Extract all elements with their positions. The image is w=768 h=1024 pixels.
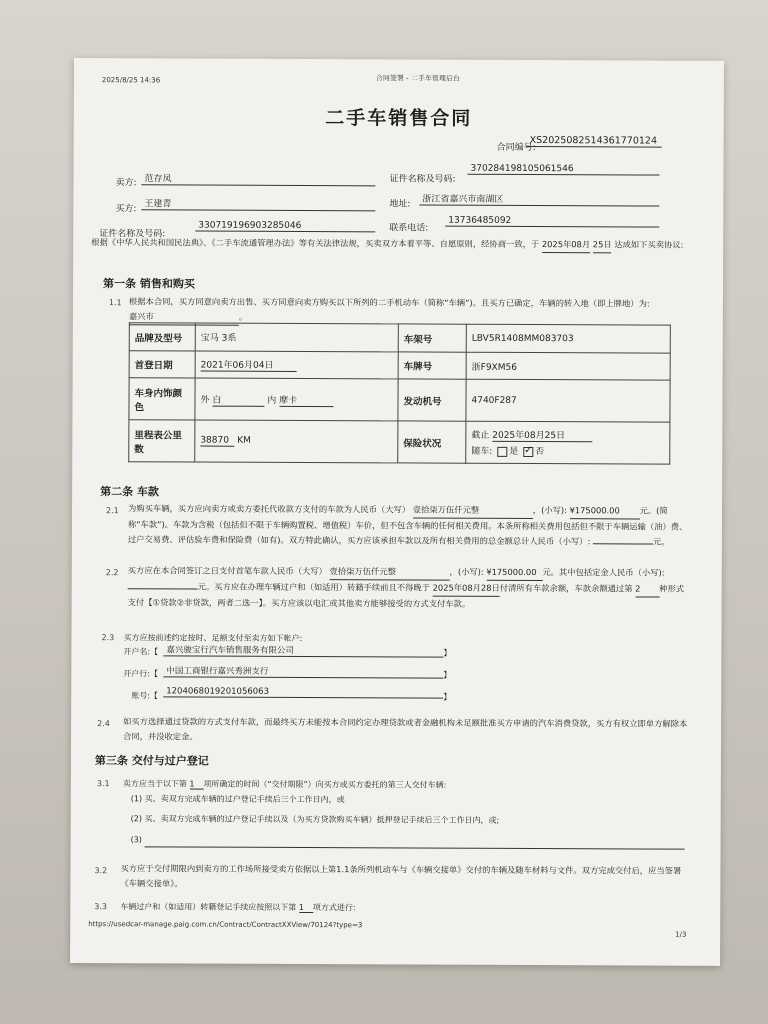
delivery-option: 1 [189,780,203,790]
article2-title: 第二条 车款 [100,485,159,499]
vin-label: 车架号 [398,324,466,352]
reg-date-value: 2021年06月04日 [201,358,297,372]
contract-no-label: 合同编号: [496,142,536,154]
clause-2-2-number: 2.2 [105,568,119,578]
agreement-date-b: 25日 [593,237,612,253]
phone-value: 13736485092 [445,216,659,228]
with-car-no-checkbox[interactable] [523,446,533,456]
vehicle-table [128,322,671,464]
clause-3-2-number: 3.2 [94,866,108,876]
clause-2-3-number: 2.3 [101,633,115,643]
seller-id-value: 370284198105061546 [467,164,659,176]
agreement-date-a: 2025年08月 [542,237,590,253]
clause-1-1-number: 1.1 [108,298,122,308]
clause-3-3-number: 3.3 [94,902,108,912]
insurance-cell: 截止 2025年08月25日 随车: 是 ✓ 否 [466,421,670,464]
transfer-city: 嘉兴市 [129,309,239,325]
phone-label: 联系电话: [389,223,429,234]
clause-3-1: 卖方应当于以下第 1 项所确定的时间（“交付期限”）向买方或买方委托的第三人交付车辆: [122,779,447,790]
delivery-option-1: (1) 买、卖双方完成车辆的过户登记手续后三个工作日内，或 [130,794,345,805]
total-price: ¥175000.00 [570,503,640,519]
print-datetime: 2025/8/25 14:36 [101,76,161,85]
deposit-blank [128,588,198,589]
bank-label: 开户行:【 [123,669,159,679]
clause-3-3: 车辆过户和（如适用）转籍登记手续应按照以下第 1 项方式进行: [120,902,356,913]
delivery-option-3: (3) [130,835,142,845]
with-car-yes-checkbox[interactable] [497,446,507,456]
account-name: 嘉兴骏宝行汽车销售服务有限公司 [163,643,443,657]
mileage-value: 38870 [200,436,234,447]
reg-date-cell [195,351,398,379]
address-value: 浙江省嘉兴市南湖区 [419,192,659,207]
insurance-label: 保险状况 [398,421,466,463]
engine-value: 4740F287 [466,379,670,422]
seller-name: 范存凤 [141,171,375,186]
delivery-option-3-blank [145,836,685,849]
contract-page: 2025/8/25 14:36 合同签署 - 二手车管理后台 二手车销售合同 合同编号: XS2025082514361770124 卖方: 范存凤 证件名称及号码: 370284198105061546 买方: 王建青 地址: 浙江省嘉兴市南湖区 证件名称及号码: 330719196903285046 联系电话: 13736485092 根据《中华人民共和国民法典》、《二手车流通管理办法》等有关法律法规，买卖双方本着平等、自愿原则，经协商一致，于 2025年08月 25日 达成如下买卖协议: 第一条 销售和购买 1.1 根据本合同，买方同意向卖方出售、买方同意向卖方购买以下所列的二手机动车（简称“车辆”)。且买方已确定，车辆的转入地（即上牌地）为: 嘉兴市 。 品牌及型号 宝马 3系 车架号 LBV5R1408MM083703 首登日期 2021年06月04日 车牌号 浙F9XM56 车身内饰颜色 外 白 内 摩卡 发动机号 4740F287 里程表公里数 38870 KM 保险状况 截止 2025年08月25日 随车: 是 ✓ 否 第二条 车款 2.1 为购买车辆，买方应向卖方或卖方委托代收款方支付的车款为人民币（大写） 壹拾柒万伍仟元整 ，(小写): ¥175000.00 元。(简称“车款”)。车款为含税（包括但不限于车辆购置税、增值税）车价，但不包含车辆的任何相关费用。本条所称相关费用包括但不限于车辆运输（油）费、过户交易费、评估验车费和保险费（如有)。双方特此确认，买方应该承担车款以及所有相关费用的总金额总计人民币（小写）: 元。 2.2 买方应在本合同签订之日支付首笔车款人民币（大写） 壹拾柒万伍仟元整 ，(小写): ¥175000.00 元。其中包括定金人民币（小写): 元。买方应在办理车辆过户和（如适用）转籍手续前且不得晚于 2025年08月28日付清所有车款余额，车款余额通过第 2 种形式支付【①贷款②非贷款，两者二选一】。买方应该以电汇或其他卖方能够接受的方式支付车款。 2.3 买方应按前述约定按时、足额支付至卖方如下帐户: 开户名:【 嘉兴骏宝行汽车销售服务有限公司 】 开户行:【 中国工商银行嘉兴秀洲支行 】 账号:【 1204068019201056063 】 2.4 如买方选择通过贷款的方式支付车款，而最终买方未能按本合同约定办理贷款或者金融机构未足额批准买方申请的汽车消费贷款，买方有权立即单方解除本合同，并没收定金。 第三条 交付与过户登记 3.1 卖方应当于以下第 1 项所确定的时间（“交付期限”）向买方或买方委托的第三人交付车辆: (1) 买、卖双方完成车辆的过户登记手续后三个工作日内，或 (2) 买、卖双方完成车辆的过户登记手续以及（为买方贷款购买车辆）抵押登记手续后三个工作日内，或; (3) 3.2 买方应于交付期限内到卖方的工作场所接受卖方依据以上第1.1条所列机动车与《车辆交接单》交付的车辆及随车材料与文件。双方完成交付后，应当签署《车辆交接单》。 3.3 车辆过户和（如适用）转籍登记手续应按照以下第 1 项方式进行: https://usedcar-manage.paig.com.cn/Contract/ContractXXView/70124?type=3 1/3 [70,58,724,966]
print-header-title: 合同签署 - 二手车管理后台 [375,74,460,83]
seller-id-label: 证件名称及号码: [389,174,456,185]
plate-value: 浙F9XM56 [466,352,670,380]
insurance-date: 2025年08月25日 [492,428,592,442]
bank-name: 中国工商银行嘉兴秀洲支行 [163,664,443,678]
transfer-option: 1 [299,903,313,913]
clause-2-3: 买方应按前述约定按时、足额支付至卖方如下帐户: [123,633,303,644]
total-fees-blank [593,543,653,544]
article1-title: 第一条 销售和购买 [102,277,195,291]
clause-3-2: 买方应于交付期限内到卖方的工作场所接受卖方依据以上第1.1条所列机动车与《车辆交接单》交付的车辆及随车材料与文件。双方完成交付后，应当签署《车辆交接单》。 [120,863,682,889]
clause-3-1-number: 3.1 [96,779,110,789]
delivery-option-2: (2) 买、卖双方完成车辆的过户登记手续以及（为买方贷款购买车辆）抵押登记手续后三个工作日内，或; [130,814,500,825]
brand-label: 品牌及型号 [129,323,195,351]
buyer-label: 买方: [115,204,137,215]
clause-2-4: 如买方选择通过贷款的方式支付车款，而最终买方未能按本合同约定办理贷款或者金融机构未足额批准买方申请的汽车消费贷款，买方有权立即单方解除本合同，并没收定金。 [123,716,688,742]
color-cell: 外 白 内 摩卡 [195,378,398,421]
clause-2-4-number: 2.4 [97,719,110,729]
clause-2-1: 为购买车辆，买方应向卖方或卖方委托代收款方支付的车款为人民币（大写） 壹拾柒万伍仟元整 ，(小写): ¥175000.00 元。(简称“车款”)。车款为含税（包括但不限于车辆购置税、增值税）车价，但不包含车辆的任何相关费用。本条所称相关费用包括但不限于车辆运输（油）费、过户交易费、评估验车费和保险费（如有)。双方特此确认，买方应该承担车款以及所有相关费用的总金额总计人民币（小写）: 元。 [127,503,688,547]
vin-value: LBV5R1408MM083703 [466,324,670,353]
engine-label: 发动机号 [398,379,466,421]
color-label: 车身内饰颜色 [129,378,195,420]
buyer-name: 王建青 [141,196,375,211]
payment-deadline: 2025年08月28日 [433,581,500,597]
mileage-label: 里程表公里数 [129,420,195,462]
buyer-id-label: 证件名称及号码: [99,229,166,240]
mileage-cell: 38870 KM [195,420,398,463]
exterior-color: 白 [212,392,264,406]
contract-no-value: XS2025082514361770124 [527,135,662,148]
clause-2-2: 买方应在本合同签订之日支付首笔车款人民币（大写） 壹拾柒万伍仟元整 ，(小写): ¥175000.00 元。其中包括定金人民币（小写): 元。买方应在办理车辆过户和（如适用）转籍手续前且不得晚于 2025年08月28日付清所有车款余额，车款余额通过第 2 种形式支付【①贷款②非贷款，两者二选一】。买方应该以电汇或其他卖方能够接受的方式支付车款。 [127,565,685,609]
buyer-id-value: 330719196903285046 [195,221,375,233]
total-price-cn: 壹拾柒万伍仟元整 [413,502,533,519]
seller-label: 卖方: [115,178,137,189]
print-footer-url: https://usedcar-manage.paig.com.cn/Contract/ContractXXView/70124?type=3 [88,920,363,930]
brand-value: 宝马 3系 [195,323,398,352]
first-payment: ¥175000.00 [486,565,542,581]
account-no-label: 账号:【 [131,691,158,701]
plate-label: 车牌号 [398,352,466,379]
preamble: 根据《中华人民共和国民法典》、《二手车流通管理办法》等有关法律法规，买卖双方本着平等、自愿原则，经协商一致，于 2025年08月 25日 达成如下买卖协议: [91,235,691,254]
account-name-label: 开户名:【 [123,647,159,657]
page-number: 1/3 [675,930,687,939]
account-number: 1204068019201056063 [163,686,443,698]
interior-color: 摩卡 [279,392,333,406]
contract-title: 二手车销售合同 [325,107,473,130]
clause-1-1: 根据本合同，买方同意向卖方出售、买方同意向卖方购买以下所列的二手机动车（简称“车辆”)。且买方已确定，车辆的转入地（即上牌地）为: 嘉兴市 。 [129,294,689,327]
payment-method: 2 [635,581,659,597]
reg-date-label: 首登日期 [129,351,195,378]
clause-2-1-number: 2.1 [106,506,119,516]
article3-title: 第三条 交付与过户登记 [94,754,209,768]
address-label: 地址: [389,199,411,210]
first-payment-cn: 壹拾柒万伍仟元整 [330,564,450,581]
